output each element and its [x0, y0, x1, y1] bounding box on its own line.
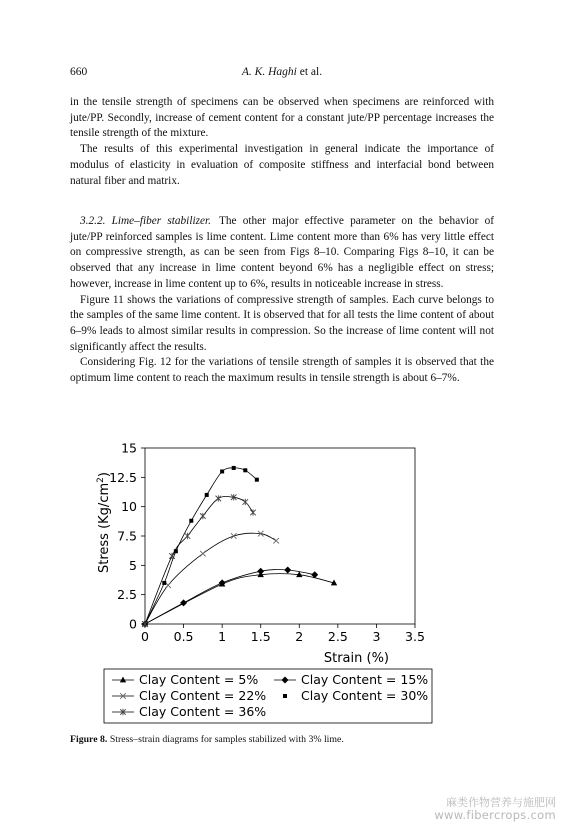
x-tick-label: 3.5	[405, 629, 425, 644]
data-point	[243, 468, 247, 472]
x-tick-label: 3	[372, 629, 381, 644]
data-point	[189, 519, 193, 523]
y-tick-label: 12.5	[109, 469, 137, 485]
x-tick-label: 1.5	[250, 629, 271, 644]
watermark-line-2: www.fibercrops.com	[434, 808, 556, 822]
paragraph: Figure 11 shows the variations of compressive strength of samples. Each curve belongs to the samples of the same lime content. It is observed that for all tests the lime content of about 6–9% leads to almost similar results in compression. So the increase of lime content will not significantly affect the results.	[70, 293, 494, 353]
legend-label: Clay Content = 30%	[301, 688, 429, 703]
legend-label: Clay Content = 22%	[139, 688, 267, 703]
running-head	[70, 66, 494, 82]
y-tick-label: 10	[121, 499, 137, 515]
data-point	[220, 469, 224, 473]
y-axis-label-sup: 2	[96, 477, 106, 483]
body-block-1	[70, 95, 494, 189]
x-tick-label: 0.5	[173, 629, 194, 644]
legend-label: Clay Content = 15%	[301, 672, 429, 687]
data-point	[174, 549, 178, 553]
y-tick-label: 2.5	[117, 587, 137, 603]
figure-label: Figure 8.	[70, 734, 108, 745]
y-tick-label: 15	[121, 440, 137, 456]
y-axis-label-close: )	[97, 472, 112, 478]
y-tick-label: 5	[129, 557, 137, 573]
x-tick-label: 1	[218, 629, 227, 644]
data-point	[162, 581, 166, 585]
data-point	[232, 466, 236, 470]
data-point	[255, 478, 259, 482]
paragraph: in the tensile strength of specimens can be observed when specimens are reinforced with jute/PP. Secondly, increase of cement content for a constant jute/PP percentage increases the tensile strength of the mixture.	[70, 96, 494, 140]
legend-item	[283, 688, 428, 703]
section-title: 3.2.2. Lime–fiber stabilizer.	[80, 215, 211, 227]
data-point	[205, 493, 209, 497]
section-first-text: The other major effective parameter on the behavior of jute/PP reinforced samples is lime content. Lime content more than 6% has very little effect on compressive strength, as can be seen from Figs 8–10. Comparing Figs 8–10, it can be observed that any increase in lime content beyond 6% has a negligible effect on stress; however, increase in lime content up to 6%, results in noticeable increase in stress.	[70, 215, 494, 290]
y-tick-label: 0	[129, 616, 137, 632]
plot-area-frame	[145, 448, 415, 624]
x-tick-label: 2	[295, 629, 304, 644]
legend-label: Clay Content = 36%	[139, 704, 267, 719]
body-block-2	[70, 214, 494, 387]
x-axis-label: Strain (%)	[323, 651, 389, 666]
y-axis-label	[96, 472, 112, 573]
author-names: A. K. Haghi	[241, 66, 297, 78]
watermark-line-1: 麻类作物营养与施肥网	[446, 796, 556, 809]
stress-strain-chart	[88, 438, 450, 730]
x-tick-label: 2.5	[327, 629, 348, 644]
y-tick-label: 7.5	[117, 528, 137, 544]
figure-caption-text: Stress–strain diagrams for samples stabilized with 3% lime.	[109, 734, 344, 745]
paragraph: Considering Fig. 12 for the variations of tensile strength of samples it is observed that the optimum lime content to reach the maximum results in tensile strength is about 6–7%.	[70, 356, 494, 385]
page-number: 660	[70, 66, 88, 78]
author-etal: et al.	[296, 66, 323, 78]
paragraph: The results of this experimental investigation in general indicate the importance of modulus of elasticity in evaluation of composite stiffness and interfacial bond between natural fiber and matrix.	[70, 143, 494, 187]
x-tick-label: 0	[141, 629, 149, 644]
section-paragraph	[70, 214, 494, 293]
watermark	[434, 796, 556, 822]
author-line	[70, 66, 494, 78]
figure-caption	[70, 734, 494, 745]
legend-label: Clay Content = 5%	[139, 672, 259, 687]
legend-marker	[283, 694, 287, 698]
y-axis-label-text: Stress (Kg/cm	[97, 482, 112, 573]
